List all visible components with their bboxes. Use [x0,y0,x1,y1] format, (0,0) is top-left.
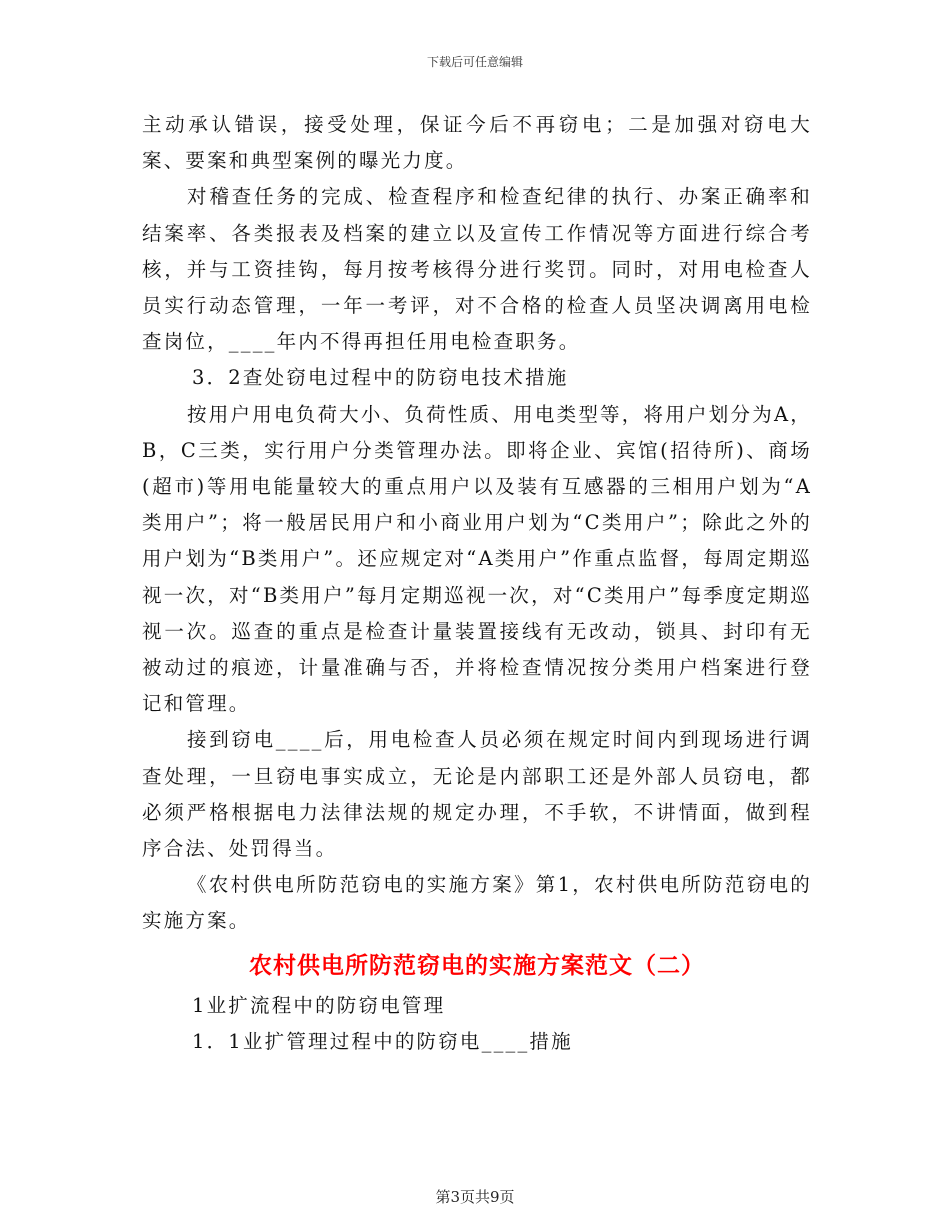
page-number: 第3页共9页 [435,1188,515,1206]
paragraph-continuation: 主动承认错误，接受处理，保证今后不再窃电；二是加强对窃电大案、要案和典型案例的曝光力度。 [142,113,812,173]
paragraph-user-classification: 按用户用电负荷大小、负荷性质、用电类型等，将用户划分为A，B，C三类，实行用户分类管理办法。即将企业、宾馆(招待所)、商场(超市)等用电能量较大的重点用户以及装有互感器的三相用户划为“A类用户”；将一般居民用户和小商业用户划为“C类用户”；除此之外的用户划为“B类用户”。还应规定对“A类用户”作重点监督，每周定期巡视一次，对“B类用户”每月定期巡视一次，对“C类用户”每季度定期巡视一次。巡查的重点是检查计量装置接线有无改动，锁具、封印有无被动过的痕迹，计量准确与否，并将检查情况按分类用户档案进行登记和管理。 [142,402,812,716]
section-heading-1-1: 1．1业扩管理过程中的防窃电____措施 [192,1029,573,1053]
document-body [142,107,812,1060]
page-header-note: 下载后可任意编辑 [426,55,523,69]
paragraph-reference: 《农村供电所防范窃电的实施方案》第1，农村供电所防范窃电的实施方案。 [142,873,812,933]
paragraph-assessment: 对稽查任务的完成、检查程序和检查纪律的执行、办案正确率和结案率、各类报表及档案的建立以及宣传工作情况等方面进行综合考核，并与工资挂钩，每月按考核得分进行奖罚。同时，对用电检查人员实行动态管理，一年一考评，对不合格的检查人员坚决调离用电检查岗位，____年内不得再担任用电检查职务。 [142,185,812,354]
section-heading-1: 1业扩流程中的防窃电管理 [192,993,446,1017]
section-heading-3-2: 3．2查处窃电过程中的防窃电技术措施 [192,366,569,390]
paragraph-handling: 接到窃电____后，用电检查人员必须在规定时间内到现场进行调查处理，一旦窃电事实成立，无论是内部职工还是外部人员窃电，都必须严格根据电力法律法规的规定办理，不手软，不讲情面，做到程序合法、处罚得当。 [142,728,812,861]
document-title-heading: 农村供电所防范窃电的实施方案范文（二） [249,951,705,979]
